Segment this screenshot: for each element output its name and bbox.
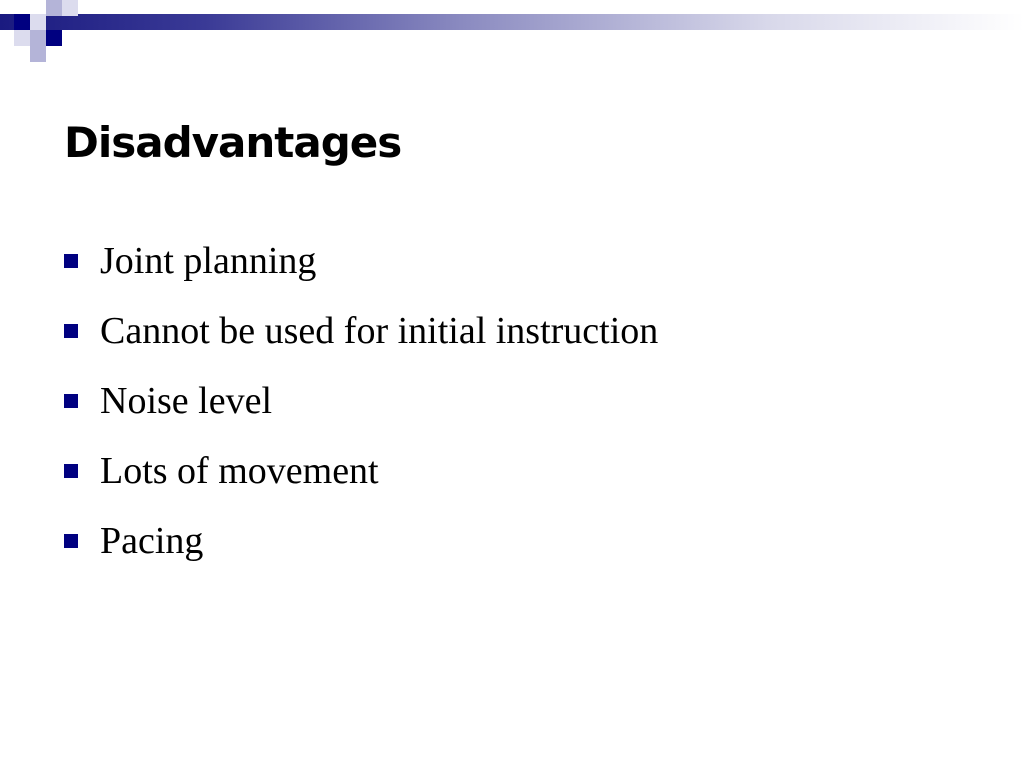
bullet-text: Cannot be used for initial instruction [100, 310, 659, 352]
header-square-decoration [30, 14, 46, 30]
square-bullet-icon [64, 254, 78, 268]
header-square-decoration [14, 14, 30, 30]
bullet-item [64, 226, 658, 296]
bullet-list [64, 226, 658, 576]
square-bullet-icon [64, 324, 78, 338]
bullet-item [64, 506, 658, 576]
bullet-item [64, 436, 658, 506]
header-square-decoration [30, 30, 46, 46]
square-bullet-icon [64, 394, 78, 408]
bullet-text: Lots of movement [100, 450, 379, 492]
header-square-decoration [30, 46, 46, 62]
bullet-text: Pacing [100, 520, 204, 562]
header-gradient-bar [0, 14, 1024, 30]
square-bullet-icon [64, 464, 78, 478]
bullet-text: Joint planning [100, 240, 317, 282]
slide-title: Disadvantages [64, 118, 402, 167]
bullet-item [64, 296, 658, 366]
bullet-text: Noise level [100, 380, 273, 422]
square-bullet-icon [64, 534, 78, 548]
header-square-decoration [46, 0, 62, 16]
header-square-decoration [14, 30, 30, 46]
bullet-item [64, 366, 658, 436]
header-square-decoration [62, 0, 78, 16]
header-square-decoration [46, 30, 62, 46]
